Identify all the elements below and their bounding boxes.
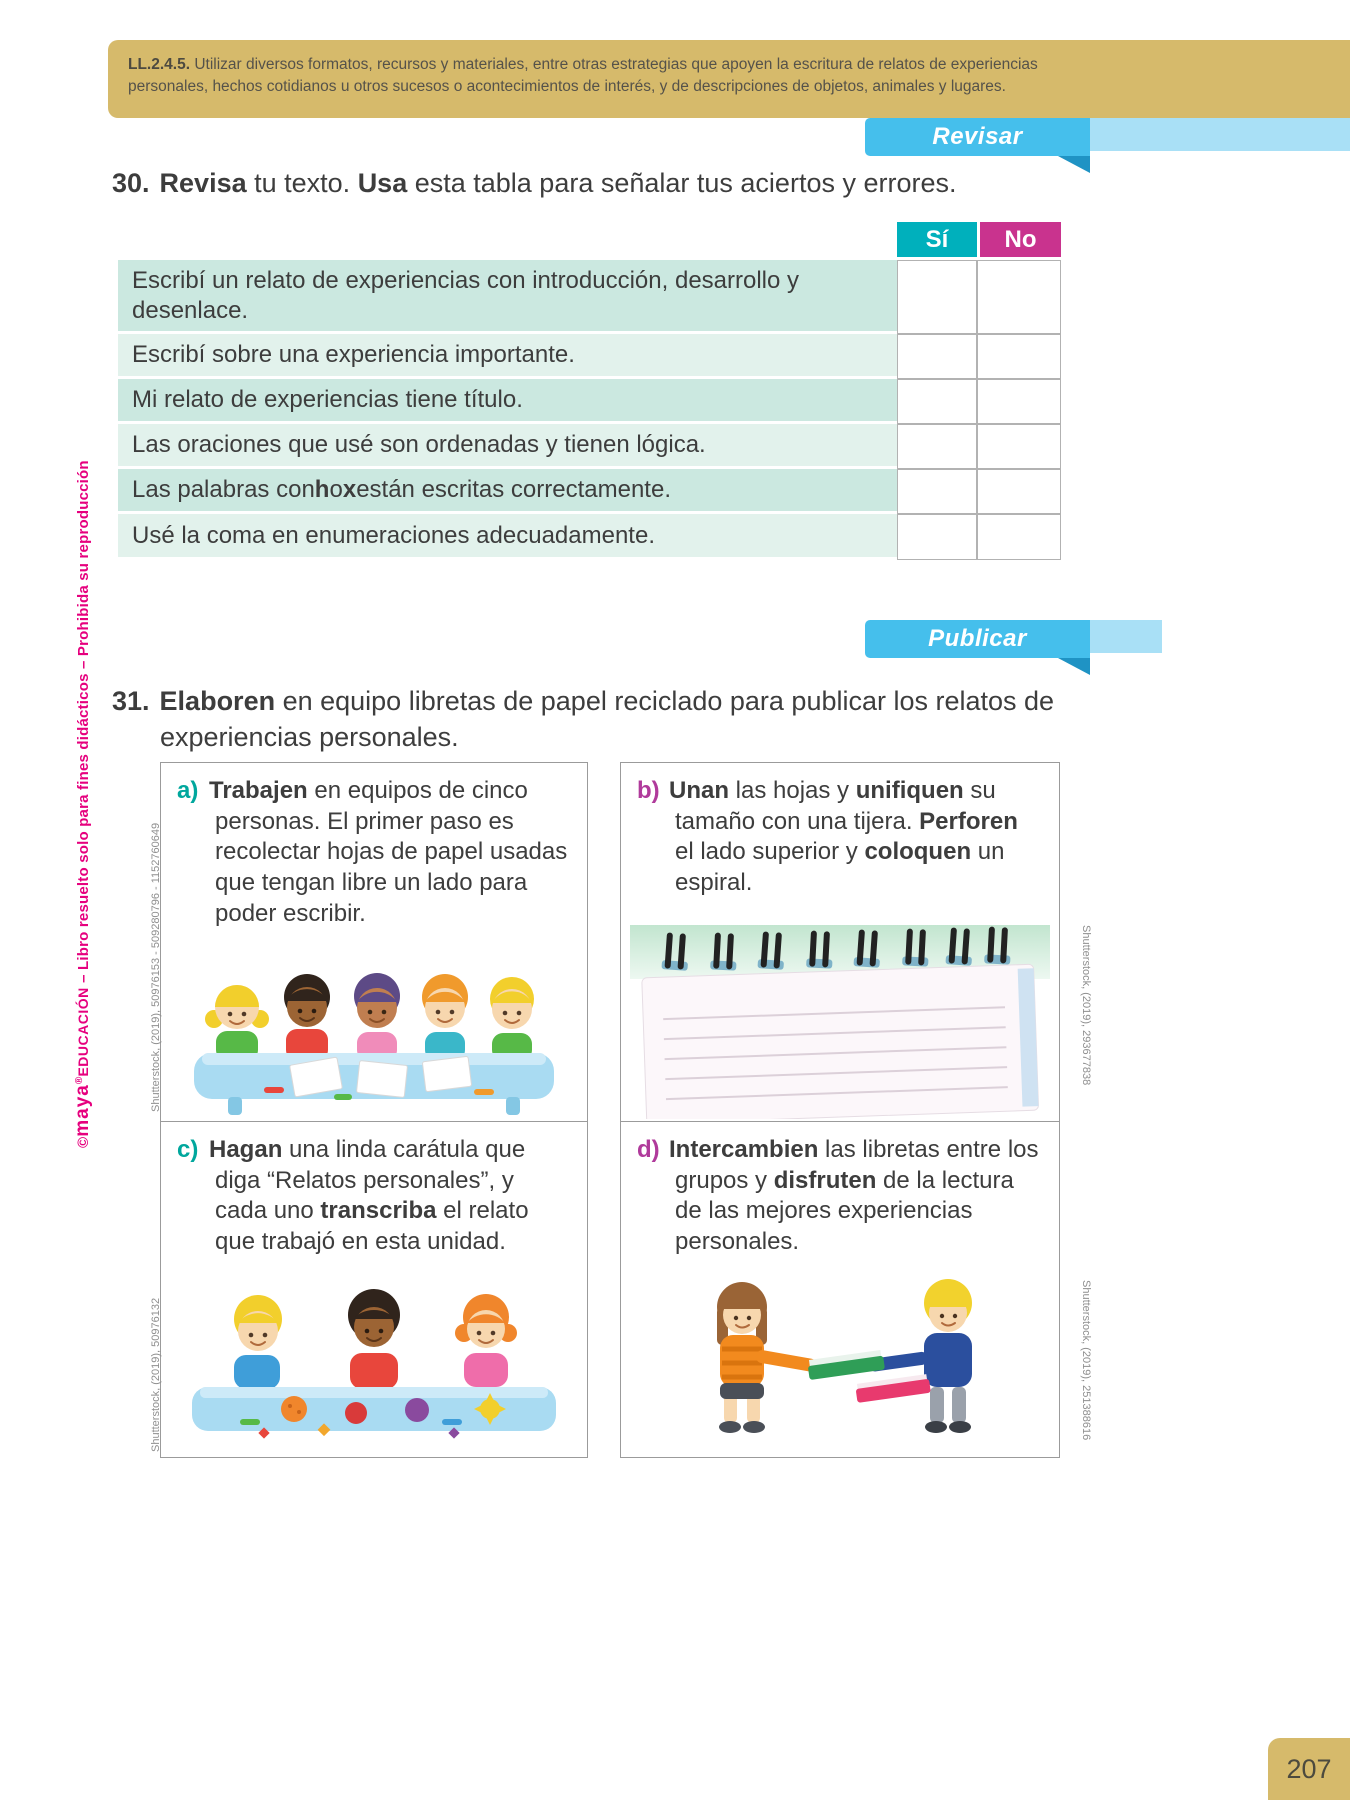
table-corner-cell (118, 222, 897, 260)
standard-code: LL.2.4.5. (128, 56, 191, 73)
exercise-30-number: 30. (112, 168, 150, 198)
standards-text-block (108, 40, 1083, 99)
checklist-row-text: Escribí sobre una experiencia importante. (118, 334, 897, 379)
step-d-letter: d) (637, 1136, 660, 1163)
child-figure (205, 985, 269, 1061)
exercise-30-text: Revisa tu texto. Usa esta tabla para señalar tus aciertos y errores. (159, 168, 957, 198)
checklist-row-text: Usé la coma en enumeraciones adecuadamente. (118, 514, 897, 560)
standard-description: Utilizar diversos formatos, recursos y materiales, entre otras estrategias que apoyen la escritura de relatos de experiencias personales, hechos cotidianos u otros sucesos o acontecimientos de interés, y de descripciones de objetos, animales y lugares. (128, 56, 1038, 96)
image-credit: Shutterstock, (2019), 50976132 (150, 1297, 162, 1452)
child-figure (455, 1294, 517, 1387)
image-credit: Shutterstock, (2019), 251388616 (1080, 1280, 1092, 1441)
column-header-si: Sí (897, 222, 977, 260)
checklist-row-text: Las oraciones que usé son ordenadas y tienen lógica. (118, 424, 897, 469)
step-a-paragraph (161, 763, 587, 930)
notebook-page (642, 964, 1039, 1119)
revisar-label: Revisar (932, 123, 1023, 150)
step-card-a (160, 762, 588, 1122)
si-cell[interactable] (897, 334, 977, 379)
step-card-b (620, 762, 1060, 1122)
exercise-31-text: Elaboren en equipo libretas de papel reciclado para publicar los relatos de experiencias personales. (159, 686, 1055, 752)
checklist-row-text: Escribí un relato de experiencias con introducción, desarrollo y desenlace. (118, 260, 897, 334)
step-a-text: Trabajen en equipos de cinco personas. El primer paso es recolectar hojas de papel usadas que tengan libre un lado para poder escribir. (209, 777, 568, 927)
si-cell[interactable] (897, 379, 977, 424)
exercise-30-instruction (112, 166, 1122, 202)
child-figure (490, 977, 534, 1061)
step-a-letter: a) (177, 777, 199, 804)
step-d-text: Intercambien las libretas entre los grupos y disfruten de la lectura de las mejores experiencias personales. (669, 1136, 1039, 1256)
ribbon-tail (1090, 620, 1162, 653)
step-card-c (160, 1121, 588, 1458)
child-figure (422, 974, 468, 1061)
si-cell[interactable] (897, 469, 977, 514)
si-cell[interactable] (897, 260, 977, 334)
no-cell[interactable] (977, 260, 1061, 334)
step-c-paragraph (161, 1122, 587, 1258)
children-drawing-at-table-illustration (161, 947, 587, 1119)
copyright-notice: – Libro resuelto solo para fines didácticos – Prohibida su reproducción (75, 460, 92, 988)
step-c-text: Hagan una linda carátula que diga “Relatos personales”, y cada uno transcriba el relato que trabajó en esta unidad. (209, 1136, 529, 1256)
ribbon-tail (1090, 118, 1350, 151)
step-d-paragraph (621, 1122, 1059, 1258)
step-card-d (620, 1121, 1060, 1458)
checklist-row-text: Las palabras con h o x están escritas correctamente. (118, 469, 897, 514)
image-credit: Shutterstock, (2019), 293677838 (1080, 925, 1092, 1086)
copyright-sidebar (72, 460, 94, 1148)
child-figure (348, 1289, 400, 1389)
si-cell[interactable] (897, 514, 977, 560)
standards-band (108, 40, 1350, 118)
column-header-no: No (977, 222, 1061, 260)
exercise-31-instruction (112, 684, 1122, 755)
ribbon-fold-icon (1058, 658, 1090, 675)
publicar-banner (865, 620, 1090, 658)
exercise-31-number: 31. (112, 686, 150, 716)
step-b-text: Unan las hojas y unifiquen su tamaño con una tijera. Perforen el lado superior y coloquen un espiral. (669, 777, 1018, 897)
page-number-block (1268, 1738, 1350, 1800)
si-cell[interactable] (897, 424, 977, 469)
children-crafting-illustration (161, 1271, 587, 1455)
no-cell[interactable] (977, 379, 1061, 424)
copyright-symbol: © (75, 1136, 92, 1148)
step-c-letter: c) (177, 1136, 199, 1163)
step-b-letter: b) (637, 777, 660, 804)
self-check-table (118, 222, 1061, 560)
child-figure (234, 1295, 282, 1389)
no-cell[interactable] (977, 424, 1061, 469)
revisar-banner (865, 118, 1090, 156)
brand-name: EDUCACIÓN (75, 987, 91, 1077)
children-exchanging-books-illustration (621, 1265, 1059, 1455)
page-number: 207 (1286, 1753, 1332, 1784)
no-cell[interactable] (977, 334, 1061, 379)
publicar-label: Publicar (928, 625, 1027, 652)
child-figure (354, 973, 400, 1061)
child-figure-girl (717, 1282, 825, 1433)
step-b-paragraph (621, 763, 1059, 899)
spiral-notebook-illustration (621, 919, 1059, 1119)
image-credit: Shutterstock, (2019), 50976153 - 509280796 - 1152760649 (150, 822, 162, 1112)
no-cell[interactable] (977, 514, 1061, 560)
child-figure (284, 974, 330, 1061)
maya-logo: maya (72, 1084, 93, 1137)
no-cell[interactable] (977, 469, 1061, 514)
checklist-row-text: Mi relato de experiencias tiene título. (118, 379, 897, 424)
registered-symbol: ® (74, 1076, 85, 1085)
